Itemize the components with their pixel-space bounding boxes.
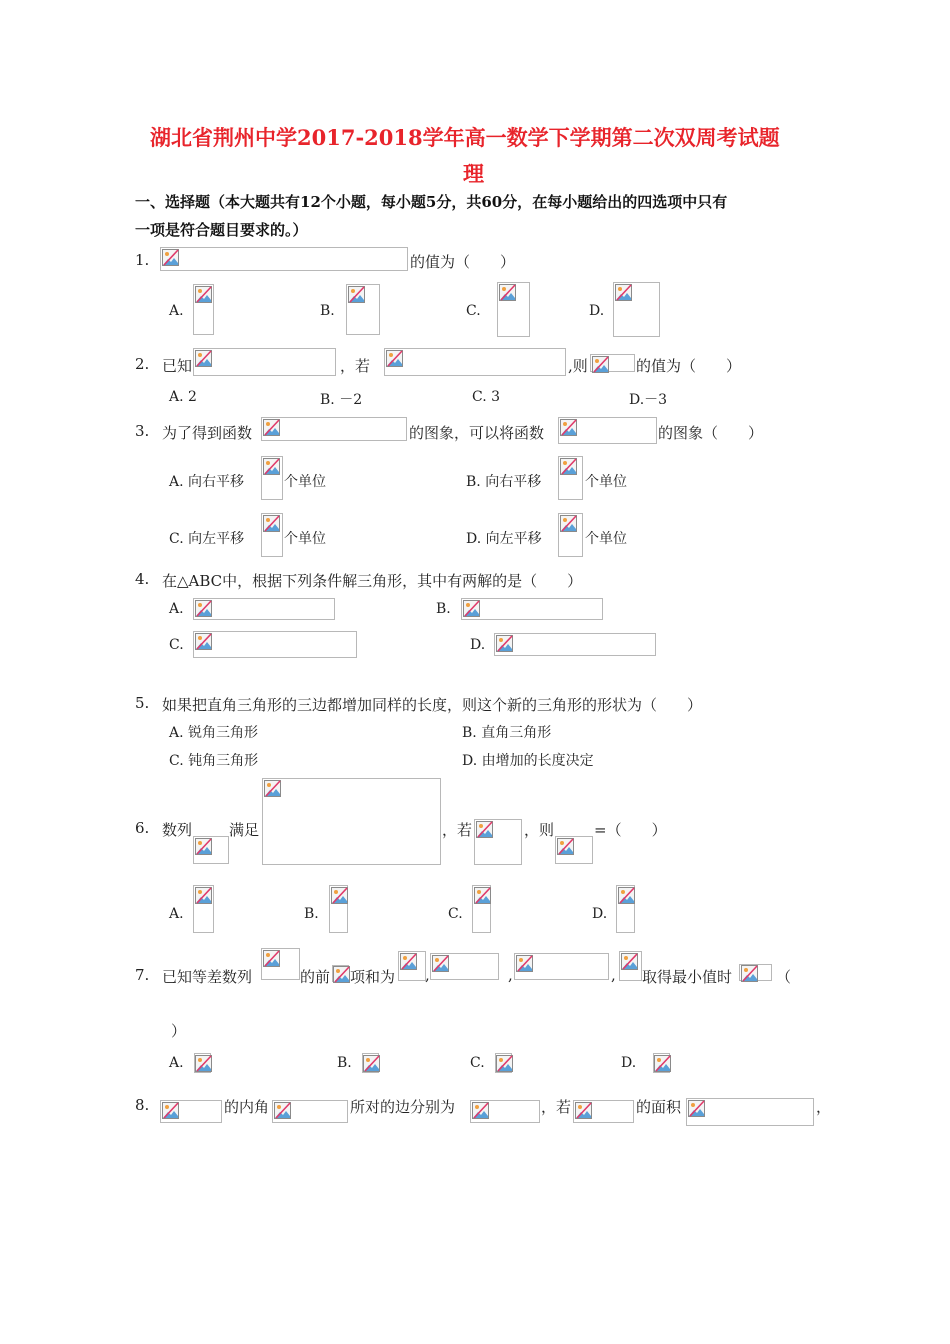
- question-text: ，则: [524, 821, 555, 839]
- broken-image-icon: [592, 356, 609, 373]
- broken-image-icon: [496, 635, 513, 652]
- broken-image-icon: [654, 1055, 669, 1070]
- broken-image-icon: [496, 1055, 511, 1070]
- question-text: 如果把直角三角形的三边都增加同样的长度，则这个新的三角形的形状为（ ）: [162, 696, 703, 714]
- broken-image-icon: [618, 887, 635, 904]
- formula-image: [261, 417, 407, 441]
- option-d-image: [613, 282, 660, 337]
- option-a-image: [193, 284, 214, 335]
- option-a-label: A. 向右平移: [169, 474, 245, 490]
- option-b-label: B.: [337, 1055, 352, 1071]
- option-b-label: B.: [320, 303, 335, 319]
- formula-image: [619, 951, 642, 981]
- broken-image-icon: [560, 458, 577, 475]
- option-b-label: B.: [436, 601, 451, 617]
- question-text: 在△ABC中，根据下列条件解三角形，其中有两解的是（ ）: [162, 572, 583, 590]
- question-text: 所对的边分别为: [350, 1098, 456, 1116]
- question-text: 的面积: [636, 1098, 682, 1116]
- broken-image-icon: [333, 966, 348, 981]
- formula-image: [160, 1100, 222, 1123]
- formula-image: [262, 778, 441, 865]
- broken-image-icon: [615, 284, 632, 301]
- option-d-label: D.: [621, 1055, 637, 1071]
- option-a-unit: 个单位: [284, 474, 326, 490]
- broken-image-icon: [195, 1055, 210, 1070]
- question-text: ）: [171, 1022, 187, 1040]
- option-d: D.－3: [629, 392, 668, 408]
- option-a-image: [261, 456, 283, 500]
- formula-image: [573, 1100, 634, 1123]
- formula-image: [474, 819, 522, 865]
- question-text: 已知等差数列: [162, 968, 253, 986]
- formula-image: [272, 1100, 348, 1123]
- formula-image: [430, 953, 499, 980]
- broken-image-icon: [263, 419, 280, 436]
- broken-image-icon: [274, 1102, 291, 1119]
- option-c-image: [193, 631, 357, 658]
- broken-image-icon: [400, 953, 417, 970]
- option-d-unit: 个单位: [585, 531, 627, 547]
- question-text: 的值为（ ）: [410, 253, 516, 271]
- option-b-image: [558, 456, 583, 500]
- option-c-label: C.: [466, 303, 481, 319]
- option-d-label: D.: [470, 637, 486, 653]
- question-text: 满足: [229, 821, 260, 839]
- broken-image-icon: [432, 955, 449, 972]
- question-number: 4.: [135, 570, 150, 588]
- question-text: ，: [816, 1098, 832, 1116]
- broken-image-icon: [741, 965, 756, 980]
- formula-image: [558, 417, 657, 444]
- document-title-line2: 理: [463, 161, 484, 186]
- option-d-label: D.: [592, 906, 608, 922]
- formula-image: [261, 948, 300, 980]
- option-c-image: [497, 282, 530, 337]
- document-title: 湖北省荆州中学2017-2018学年高一数学下学期第二次双周考试题: [150, 125, 780, 150]
- broken-image-icon: [463, 600, 480, 617]
- broken-image-icon: [195, 633, 212, 650]
- option-b-unit: 个单位: [585, 474, 627, 490]
- option-c-label: C.: [169, 637, 184, 653]
- option-a-image: [193, 598, 335, 620]
- formula-image: [193, 836, 229, 864]
- formula-image: [470, 1100, 540, 1123]
- option-b-image: [362, 1053, 379, 1073]
- question-text: （: [776, 968, 792, 986]
- broken-image-icon: [263, 458, 280, 475]
- question-number: 5.: [135, 694, 150, 712]
- broken-image-icon: [331, 887, 348, 904]
- broken-image-icon: [195, 887, 212, 904]
- broken-image-icon: [348, 286, 365, 303]
- option-a-label: A.: [169, 303, 184, 319]
- question-text: ，若: [541, 1098, 572, 1116]
- option-c-image: [261, 513, 283, 557]
- option-b-label: B. 向右平移: [466, 474, 542, 490]
- option-d-image: [653, 1053, 670, 1073]
- formula-image: [160, 247, 408, 271]
- option-c-label: C.: [470, 1055, 485, 1071]
- broken-image-icon: [474, 887, 491, 904]
- question-text: 项和为: [350, 968, 396, 986]
- broken-image-icon: [162, 249, 179, 266]
- broken-image-icon: [621, 953, 638, 970]
- question-text: 的前: [300, 968, 331, 986]
- question-text: ,则: [568, 357, 588, 375]
- option-a: A. 2: [169, 389, 197, 405]
- question-text: 取得最小值时: [642, 968, 733, 986]
- question-number: 6.: [135, 819, 150, 837]
- broken-image-icon: [476, 821, 493, 838]
- question-text: 的图象（ ）: [658, 424, 764, 442]
- formula-image: [332, 965, 349, 982]
- broken-image-icon: [263, 515, 280, 532]
- option-a-label: A.: [169, 601, 184, 617]
- option-a: A. 锐角三角形: [169, 725, 259, 741]
- broken-image-icon: [264, 780, 281, 797]
- question-number: 7.: [135, 966, 150, 984]
- formula-image: [739, 964, 772, 981]
- section-heading-line2: 一项是符合题目要求的。）: [135, 221, 308, 239]
- option-b-image: [461, 598, 603, 620]
- option-b: B. 直角三角形: [462, 725, 552, 741]
- question-text: 为了得到函数: [162, 424, 253, 442]
- option-d-image: [494, 633, 656, 656]
- option-a-label: A.: [169, 1055, 184, 1071]
- option-c-image: [472, 885, 491, 933]
- question-text: 的图象，可以将函数: [409, 424, 545, 442]
- broken-image-icon: [195, 350, 212, 367]
- question-number: 1.: [135, 251, 150, 269]
- broken-image-icon: [575, 1102, 592, 1119]
- question-number: 8.: [135, 1096, 150, 1114]
- option-c-unit: 个单位: [284, 531, 326, 547]
- formula-image: [590, 354, 635, 372]
- formula-image: [193, 348, 336, 376]
- option-d-image: [616, 885, 635, 933]
- broken-image-icon: [386, 350, 403, 367]
- option-b-label: B.: [304, 906, 319, 922]
- broken-image-icon: [195, 838, 212, 855]
- option-d-label: D. 向左平移: [466, 531, 542, 547]
- question-text: ，若: [340, 357, 371, 375]
- broken-image-icon: [363, 1055, 378, 1070]
- option-c-label: C. 向左平移: [169, 531, 245, 547]
- option-d-label: D.: [589, 303, 605, 319]
- option-a-image: [193, 885, 214, 933]
- question-number: 3.: [135, 422, 150, 440]
- section-heading: 一、选择题（本大题共有12个小题，每小题5分，共60分，在每小题给出的四选项中只有: [135, 193, 728, 211]
- question-text: 数列: [162, 821, 193, 839]
- question-text: ,: [508, 966, 513, 984]
- option-b-image: [329, 885, 348, 933]
- broken-image-icon: [557, 838, 574, 855]
- broken-image-icon: [263, 950, 280, 967]
- formula-image: [686, 1098, 814, 1126]
- formula-image: [398, 951, 426, 981]
- option-c: C. 3: [472, 389, 501, 405]
- option-c-image: [495, 1053, 512, 1073]
- option-c-label: C.: [448, 906, 463, 922]
- option-a-label: A.: [169, 906, 184, 922]
- option-b-image: [346, 284, 380, 335]
- question-text: ，若: [442, 821, 473, 839]
- option-d: D. 由增加的长度决定: [462, 753, 594, 769]
- question-text: 的内角: [224, 1098, 270, 1116]
- formula-image: [384, 348, 566, 376]
- option-d-image: [558, 513, 583, 557]
- question-text: =（ ）: [594, 821, 667, 839]
- broken-image-icon: [560, 419, 577, 436]
- broken-image-icon: [499, 284, 516, 301]
- option-b: B. －2: [320, 392, 363, 408]
- broken-image-icon: [516, 955, 533, 972]
- broken-image-icon: [162, 1102, 179, 1119]
- option-a-image: [194, 1053, 211, 1073]
- broken-image-icon: [560, 515, 577, 532]
- broken-image-icon: [688, 1100, 705, 1117]
- question-text: 的值为（ ）: [636, 357, 742, 375]
- broken-image-icon: [195, 286, 212, 303]
- question-text: ,: [425, 966, 430, 984]
- option-c: C. 钝角三角形: [169, 753, 259, 769]
- broken-image-icon: [472, 1102, 489, 1119]
- question-text: ,: [611, 966, 616, 984]
- question-number: 2.: [135, 355, 150, 373]
- formula-image: [555, 836, 593, 864]
- formula-image: [514, 953, 609, 980]
- question-text: 已知: [162, 357, 193, 375]
- broken-image-icon: [195, 600, 212, 617]
